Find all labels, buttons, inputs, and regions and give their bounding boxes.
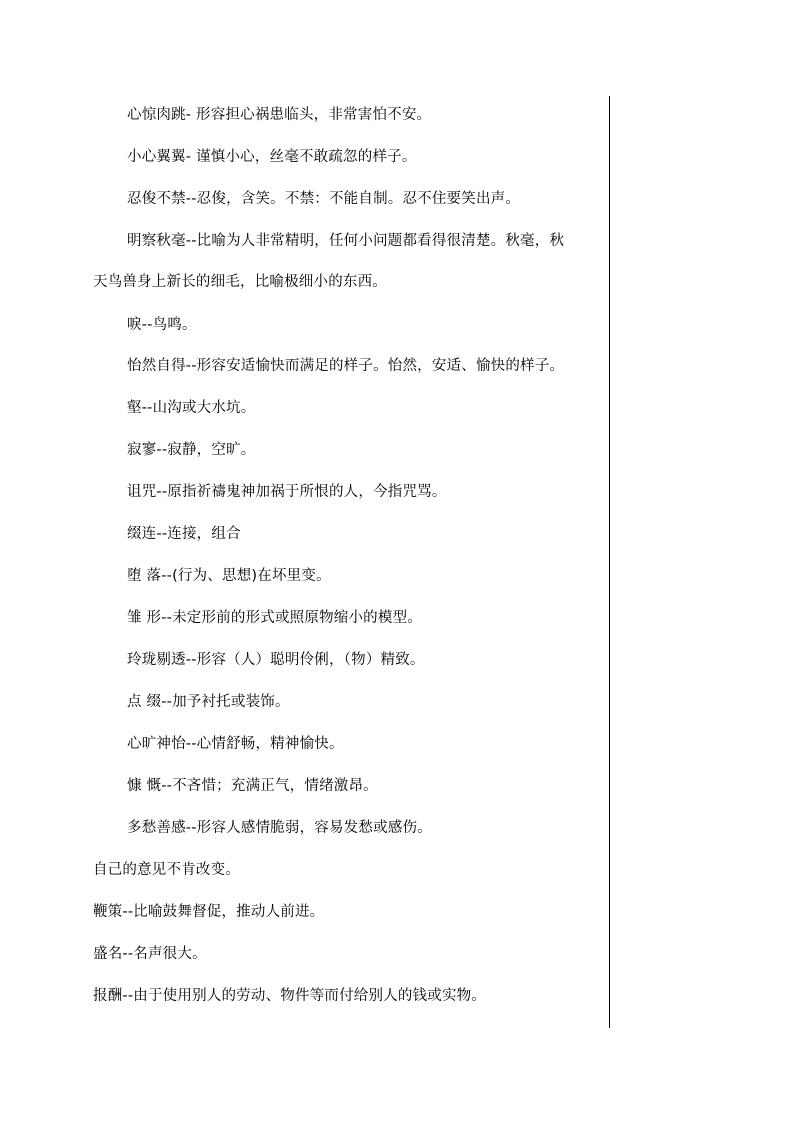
entry-line: 忍俊不禁--忍俊，含笑。不禁：不能自制。忍不住要笑出声。	[127, 191, 521, 207]
entry-line: 小心翼翼- 谨慎小心，丝毫不敢疏忽的样子。	[127, 149, 417, 165]
entry-line: 堕 落--(行为、思想)在坏里变。	[127, 568, 331, 584]
entry-line: 心惊肉跳- 形容担心祸患临头，非常害怕不安。	[127, 107, 432, 123]
entry-line: 鞭策--比喻鼓舞督促，推动人前进。	[93, 904, 325, 920]
entry-line: 明察秋毫--比喻为人非常精明，任何小问题都看得很清楚。秋毫，秋	[127, 233, 565, 249]
entry-line: 唳--鸟鸣。	[127, 317, 197, 333]
entry-line: 盛名--名声很大。	[93, 946, 207, 962]
entry-line: 慷 慨--不吝惜；充满正气，情绪激昂。	[127, 778, 378, 794]
entry-line: 点 缀--加予衬托或装饰。	[127, 694, 290, 710]
entry-line: 寂寥--寂静，空旷。	[127, 442, 256, 458]
entry-line: 壑--山沟或大水坑。	[127, 400, 256, 416]
margin-rule	[609, 96, 610, 1028]
entry-line: 缀连--连接，组合	[127, 526, 241, 542]
entry-line: 报酬--由于使用别人的劳动、物件等而付给别人的钱或实物。	[93, 988, 487, 1004]
entry-line: 自己的意见不肯改变。	[93, 862, 240, 878]
entry-line: 玲珑剔透--形容（人）聪明伶俐，（物）精致。	[127, 652, 425, 668]
entry-line: 心旷神怡--心情舒畅，精神愉快。	[127, 736, 344, 752]
entry-line: 天鸟兽身上新长的细毛，比喻极细小的东西。	[93, 274, 387, 290]
entry-line: 多愁善感--形容人感情脆弱，容易发愁或感伤。	[127, 820, 432, 836]
entry-line: 怡然自得--形容安适愉快而满足的样子。怡然，安适、愉快的样子。	[127, 358, 565, 374]
entry-line: 雏 形--未定形前的形式或照原物缩小的模型。	[127, 610, 422, 626]
entry-line: 诅咒--原指祈禱鬼神加祸于所恨的人，今指咒骂。	[127, 484, 447, 500]
